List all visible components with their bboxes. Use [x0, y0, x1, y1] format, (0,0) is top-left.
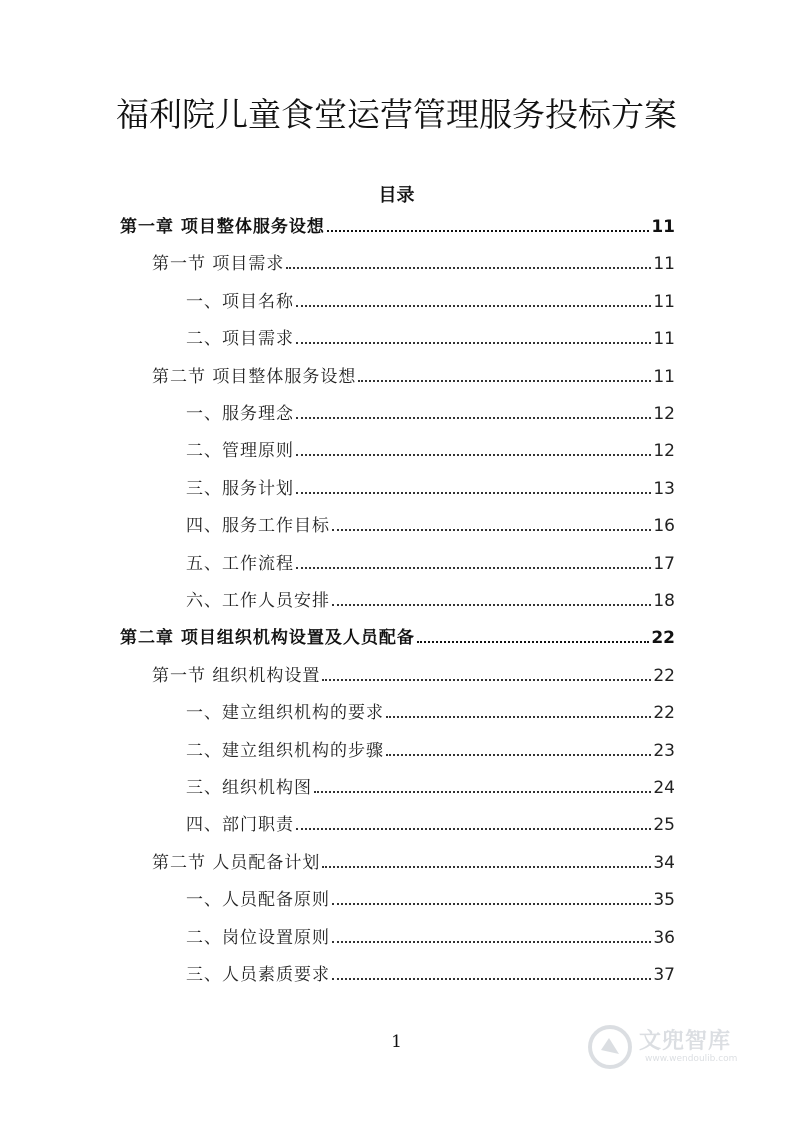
toc-entry-page-number: 22: [651, 628, 675, 649]
toc-entry-label: 第一节 项目需求: [152, 254, 285, 275]
toc-dot-leader: [327, 230, 649, 232]
toc-entry-page-number: 24: [653, 778, 675, 798]
toc-entry[interactable]: [186, 699, 675, 723]
toc-entry-label: 一、建立组织机构的要求: [186, 703, 384, 724]
toc-entry-page-number: 37: [653, 965, 675, 985]
toc-dot-leader: [322, 866, 651, 868]
toc-entry-page-number: 25: [653, 815, 675, 836]
toc-entry-page-number: 11: [653, 366, 675, 387]
toc-entry-label: 一、服务理念: [186, 404, 294, 424]
toc-dot-leader: [332, 604, 651, 606]
toc-entry-label: 四、服务工作目标: [186, 516, 330, 537]
toc-entry-label: 一、人员配备原则: [186, 890, 330, 911]
toc-entry[interactable]: [186, 475, 675, 499]
toc-entry[interactable]: [186, 961, 675, 985]
toc-dot-leader: [296, 492, 651, 494]
toc-dot-leader: [322, 679, 651, 681]
toc-entry-label: 六、工作人员安排: [186, 591, 330, 611]
toc-dot-leader: [314, 791, 651, 793]
page-number: 1: [391, 1032, 402, 1052]
toc-entry[interactable]: [152, 662, 675, 686]
toc-dot-leader: [332, 529, 651, 531]
toc-entry-label: 第一章 项目整体服务设想: [120, 217, 325, 237]
toc-heading: 目录: [378, 185, 415, 206]
toc-dot-leader: [332, 978, 651, 980]
toc-entry[interactable]: [152, 250, 675, 274]
toc-entry-page-number: 22: [653, 665, 675, 686]
toc-entry-page-number: 18: [653, 591, 675, 611]
toc-entry-page-number: 35: [653, 890, 675, 911]
toc-entry[interactable]: [186, 737, 675, 761]
toc-dot-leader: [296, 828, 651, 830]
toc-entry-label: 二、管理原则: [186, 441, 294, 462]
toc-entry-page-number: 17: [653, 553, 675, 574]
toc-entry-page-number: 11: [651, 217, 675, 237]
toc-entry-page-number: 23: [653, 740, 675, 761]
toc-entry-label: 二、建立组织机构的步骤: [186, 740, 384, 761]
toc-entry[interactable]: [186, 400, 675, 424]
toc-entry-label: 二、项目需求: [186, 329, 294, 350]
toc-dot-leader: [386, 754, 651, 756]
toc-entry[interactable]: [152, 363, 675, 387]
watermark-logo-icon: [587, 1024, 633, 1070]
toc-entry[interactable]: [186, 325, 675, 349]
toc-entry-page-number: 13: [653, 478, 675, 499]
toc-entry[interactable]: [186, 811, 675, 835]
toc-entry-page-number: 16: [653, 516, 675, 537]
toc-entry-page-number: 36: [653, 927, 675, 948]
toc-entry[interactable]: [120, 213, 675, 237]
toc-dot-leader: [358, 380, 651, 382]
watermark-brand: 文兜智库: [639, 1029, 732, 1054]
toc-dot-leader: [296, 305, 651, 307]
toc-entry-label: 第二节 项目整体服务设想: [152, 366, 357, 387]
watermark: [587, 1020, 757, 1080]
toc-entry-label: 三、组织机构图: [186, 778, 312, 798]
toc-entry[interactable]: [186, 288, 675, 312]
toc-entry-label: 一、项目名称: [186, 291, 294, 312]
toc-entry-label: 四、部门职责: [186, 815, 294, 836]
toc-entry-page-number: 11: [653, 291, 675, 312]
toc-entry[interactable]: [186, 587, 675, 611]
toc-entry-page-number: 12: [653, 404, 675, 424]
toc-dot-leader: [296, 567, 651, 569]
toc-entry-page-number: 12: [653, 441, 675, 462]
toc-entry[interactable]: [120, 624, 675, 648]
toc-entry[interactable]: [186, 774, 675, 798]
toc-entry-label: 五、工作流程: [186, 553, 294, 574]
toc-entry-label: 三、服务计划: [186, 478, 294, 499]
toc-entry[interactable]: [186, 886, 675, 910]
watermark-url: www.wendoulib.com: [645, 1054, 738, 1064]
document-title: 福利院儿童食堂运营管理服务投标方案: [116, 95, 677, 134]
toc-entry[interactable]: [186, 437, 675, 461]
toc-dot-leader: [286, 267, 651, 269]
toc-dot-leader: [296, 417, 651, 419]
toc-dot-leader: [296, 454, 651, 456]
toc-dot-leader: [332, 941, 651, 943]
toc-entry-label: 第二章 项目组织机构设置及人员配备: [120, 628, 415, 649]
toc-dot-leader: [386, 716, 651, 718]
toc-entry[interactable]: [186, 924, 675, 948]
toc-entry-page-number: 34: [653, 852, 675, 873]
toc-entry-page-number: 11: [653, 254, 675, 275]
toc-dot-leader: [417, 641, 649, 643]
toc-dot-leader: [332, 903, 651, 905]
toc-entry[interactable]: [186, 512, 675, 536]
toc-entry-label: 二、岗位设置原则: [186, 927, 330, 948]
toc-entry[interactable]: [152, 849, 675, 873]
toc-entry-page-number: 22: [653, 703, 675, 724]
toc-entry-page-number: 11: [653, 329, 675, 350]
toc-entry-label: 第一节 组织机构设置: [152, 665, 321, 686]
toc-entry-label: 三、人员素质要求: [186, 965, 330, 985]
toc-dot-leader: [296, 342, 651, 344]
toc-entry-label: 第二节 人员配备计划: [152, 852, 321, 873]
toc-entry[interactable]: [186, 550, 675, 574]
